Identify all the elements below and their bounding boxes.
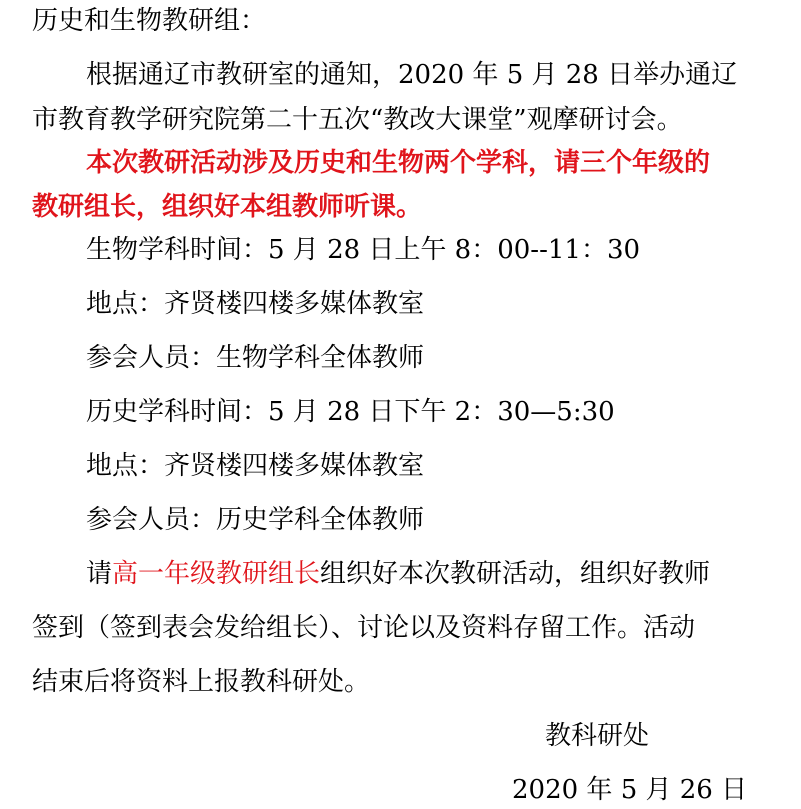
request-highlight: 高一年级教研组长 <box>112 559 321 589</box>
request-line-2: 签到（签到表会发给组长）、讨论以及资料存留工作。活动 <box>32 613 696 643</box>
request-suffix: 组织好本次教研活动，组织好教师 <box>320 559 711 589</box>
notice-line-2: 教研组长，组织好本组教师听课。 <box>32 192 423 222</box>
request-line-1 <box>86 557 710 591</box>
biology-location: 地点：齐贤楼四楼多媒体教室 <box>86 289 425 319</box>
date: 2020 年 5 月 26 日 <box>512 775 748 805</box>
biology-time: 生物学科时间：5 月 28 日上午 8：00--11：30 <box>86 235 641 265</box>
request-prefix: 请 <box>86 559 113 589</box>
history-location: 地点：齐贤楼四楼多媒体教室 <box>86 451 425 481</box>
request-line-3: 结束后将资料上报教科研处。 <box>32 667 371 697</box>
paragraph-1-line-1: 根据通辽市教研室的通知，2020 年 5 月 28 日举办通辽 <box>86 60 738 90</box>
biology-attendees: 参会人员：生物学科全体教师 <box>86 343 425 373</box>
signature: 教科研处 <box>545 721 650 751</box>
history-attendees: 参会人员：历史学科全体教师 <box>86 505 425 535</box>
paragraph-1-line-2: 市教育教学研究院第二十五次“教改大课堂”观摩研讨会。 <box>32 105 683 135</box>
salutation: 历史和生物教研组： <box>32 6 267 36</box>
notice-line-1: 本次教研活动涉及历史和生物两个学科，请三个年级的 <box>86 148 711 178</box>
history-time: 历史学科时间：5 月 28 日下午 2：30—5:30 <box>86 397 615 427</box>
